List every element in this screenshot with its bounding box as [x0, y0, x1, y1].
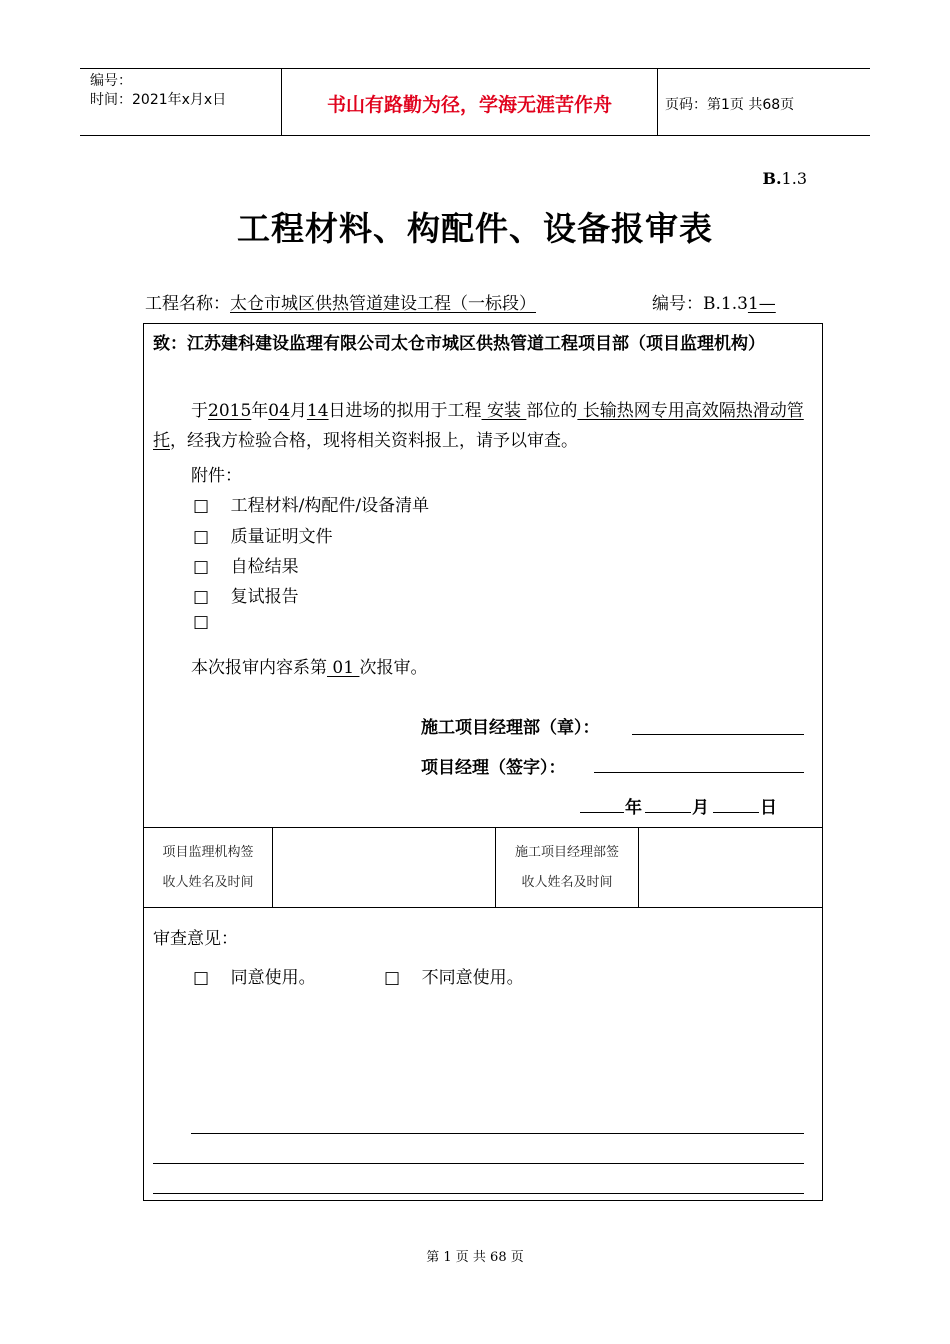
header-page-info: 页码：第1页 共68页: [665, 97, 795, 113]
project-name: [145, 289, 536, 314]
supervision-receipt-field[interactable]: [273, 828, 495, 907]
attachment-checkbox-retest[interactable]: □ 复试报告: [193, 587, 299, 607]
body-text-1: 于: [191, 401, 208, 421]
submission-text-2: 次报审。: [359, 658, 428, 678]
project-number-value: 1—: [747, 294, 776, 314]
form-code-num: 1.3: [781, 169, 807, 188]
supervision-receipt-line1: 项目监理机构签: [162, 845, 254, 860]
page-title: 工程材料、构配件、设备报审表: [237, 209, 713, 248]
receipt-row-bottom: [143, 907, 823, 908]
dept-seal-line[interactable]: [632, 734, 804, 735]
body-text-3: 月: [289, 401, 307, 421]
submission-text-1: 本次报审内容系第: [191, 658, 327, 678]
entry-month: 04: [268, 401, 290, 421]
date-month-line[interactable]: [645, 812, 691, 813]
body-text-5: 部位的: [526, 401, 578, 421]
supervision-receipt-line2: 收人姓名及时间: [162, 875, 254, 890]
entry-year: 2015: [208, 401, 252, 421]
project-name-label: 工程名称：: [145, 294, 230, 314]
attachment-checkbox-quality[interactable]: □ 质量证明文件: [193, 527, 333, 547]
header-motto: 书山有路勤为径，学海无涯苦作舟: [326, 94, 612, 116]
form-code: B.1.3: [762, 169, 807, 188]
contractor-receipt-field[interactable]: [639, 828, 822, 907]
supervision-receipt-label: [143, 838, 273, 898]
manager-signature-line[interactable]: [594, 772, 804, 773]
dept-seal-label: 施工项目经理部（章）：: [421, 718, 600, 738]
header-top-rule: [80, 68, 870, 69]
material-item: 长输热网专用高效隔热滑动管托: [153, 401, 804, 451]
review-agree-checkbox[interactable]: □ 同意使用。: [193, 968, 316, 988]
attachment-checkbox-other[interactable]: □: [193, 612, 210, 632]
date-year-label: 年: [625, 798, 642, 818]
body-text-6: ，经我方检验合格，现将相关资料报上，请予以审查。: [170, 431, 578, 451]
review-line-2[interactable]: [153, 1163, 804, 1164]
project-number-label: 编号：B.1.3: [652, 294, 748, 314]
date-day-line[interactable]: [713, 812, 759, 813]
submission-paragraph: [153, 396, 815, 456]
serial-label: 编号：: [90, 73, 132, 89]
time-label: 时间：2021年x月x日: [90, 92, 227, 108]
review-label: 审查意见：: [153, 929, 238, 949]
submission-count: [191, 653, 427, 678]
contractor-receipt-line1: 施工项目经理部签: [514, 845, 619, 860]
contractor-receipt-label: [496, 838, 638, 898]
review-line-1[interactable]: [191, 1133, 804, 1134]
body-text-2: 年: [251, 401, 269, 421]
entry-day: 14: [306, 401, 329, 421]
page-footer: 第 1 页 共 68 页: [426, 1250, 524, 1265]
date-month-label: 月: [692, 798, 709, 818]
attachments-label: 附件：: [191, 466, 242, 486]
body-text-4: 日进场的拟用于工程: [328, 401, 482, 421]
project-number: [652, 289, 776, 314]
engineering-part: 安装: [481, 401, 527, 421]
header-meta: [90, 72, 226, 110]
addressee: 致：江苏建科建设监理有限公司太仓市城区供热管道工程项目部（项目监理机构）: [153, 334, 765, 354]
manager-signature-label: 项目经理（签字）：: [421, 758, 566, 778]
date-day-label: 日: [760, 798, 777, 818]
date-year-line[interactable]: [580, 812, 624, 813]
attachment-checkbox-list[interactable]: □ 工程材料/构配件/设备清单: [193, 496, 430, 516]
header-divider-2: [657, 68, 658, 136]
submission-number: 01: [327, 658, 360, 678]
review-disagree-checkbox[interactable]: □ 不同意使用。: [384, 968, 524, 988]
attachment-checkbox-selfcheck[interactable]: □ 自检结果: [193, 557, 299, 577]
project-name-value: 太仓市城区供热管道建设工程（一标段）: [230, 294, 536, 314]
contractor-receipt-line2: 收人姓名及时间: [521, 875, 613, 890]
header-bottom-rule: [80, 135, 870, 136]
review-line-3[interactable]: [153, 1193, 804, 1194]
